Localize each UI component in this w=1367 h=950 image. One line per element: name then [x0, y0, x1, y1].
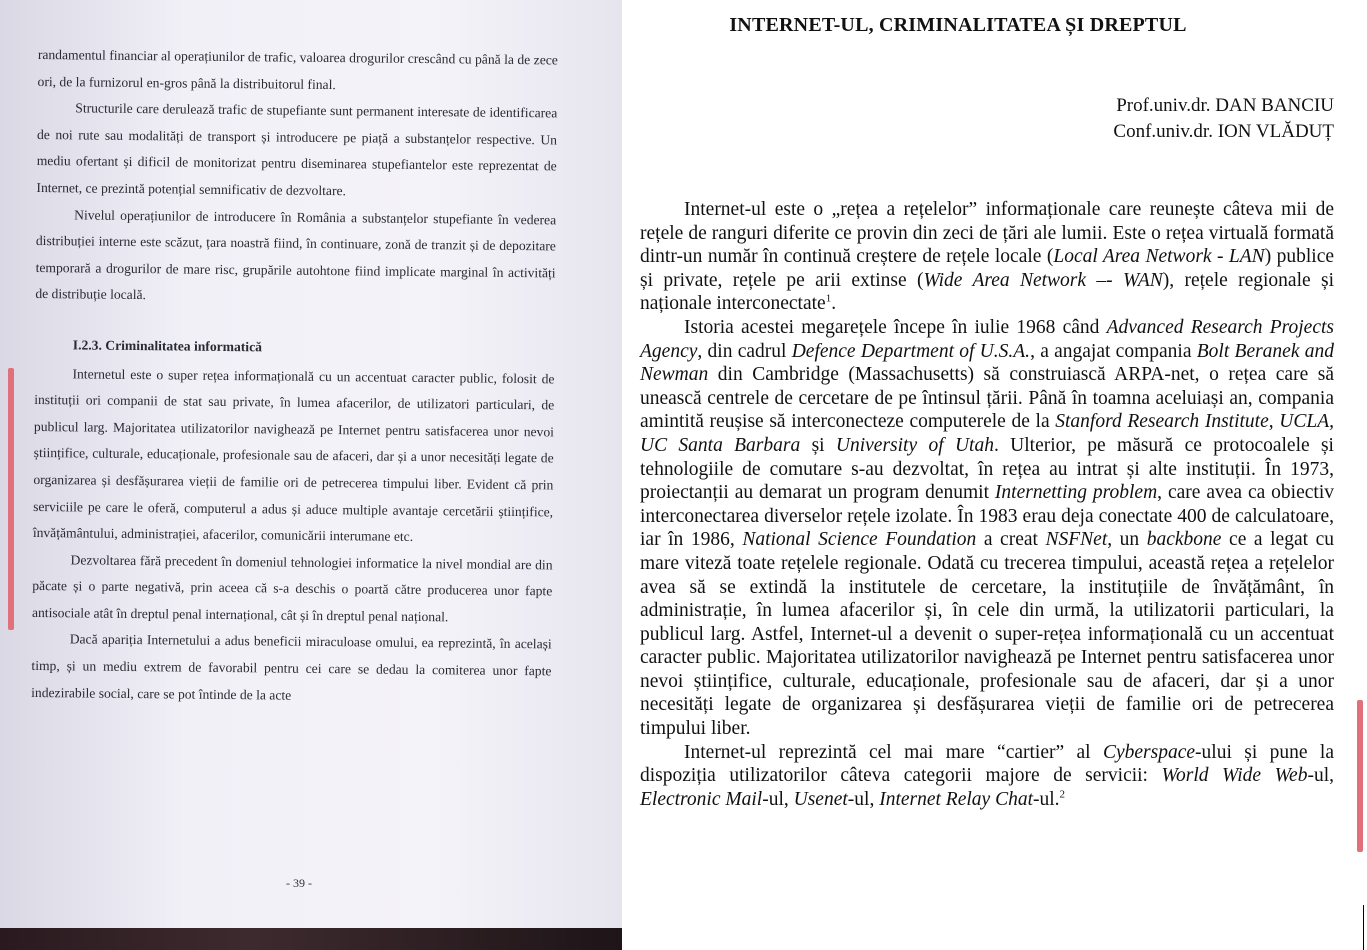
right-edge-line [1363, 905, 1364, 950]
footnote-ref: 1 [825, 292, 832, 305]
left-paragraph-2: Structurile care derulează trafic de stupefiante sunt permanent interesate de identificarea de noi rute sau modalități de transport și introducere pe piață a substanțelor respective. Un mediu ofertant și dificil de monitorizat pentru diseminarea stupefiantelor este reprezentat de Internet, ce prezintă potențial semnificativ de dezvoltare. [36, 100, 558, 199]
italic-term: World Wide Web [1161, 765, 1308, 787]
text-run: -ul, [762, 788, 794, 810]
text-run: -ului și pune la dispoziția utilizatorilor câteva categorii majore de servicii: [640, 741, 1334, 787]
text-run: ce a legat cu mare viteză toate rețelele regionale. Odată cu trecerea timpului, această rețea a rețelelor avea să se extindă la institutele de cercetare, la instituțiile de învățământ, în administrație, în lumea afacerilor și, în cele din urmă, la utilizatorii particulari, la publicul larg. Astfel, Internet-ul a devenit o super-rețea informațională cu un accentuat caracter public. Majoritatea utilizatorilor navighează pe Internet pentru satisfacerea unor nevoi științifice, culturale, educaționale, profesionale sau de afaceri, dar și a unor necesități legate de organizarea și desfășurarea vieții de familie ori de petrecerea timpului liber. [640, 529, 1335, 740]
italic-term: UCLA, UC Santa Barbara [640, 411, 1334, 456]
left-paragraph-4: Internetul este o super rețea informațională cu un accentuat caracter public, folosit de instituții ori companii de stat sau private, în lumea afacerilor, de utilizatori particulari, de publicul larg. Majoritatea utilizatorilor navighează pe Internet pentru satisfacerea unor nevoi științifice, culturale, educaționale, profesionale sau de afaceri, dar și a unor necesități legate de organizarea și desfășurarea vieții de familie ori de petrecerea timpului liber. Evident că prin serviciile pe care le oferă, computerul a adus și aduce multiple avantaje cercetării științifice, învățământului, administrației, afacerilor, comunicării interumane etc. [32, 365, 555, 545]
italic-term: NSFNet [1045, 529, 1108, 551]
italic-term: Cyberspace [1102, 741, 1196, 763]
italic-term: Bolt Beranek and Newman [640, 340, 1335, 386]
left-paragraph-1: randamentul financiar al operațiunilor de trafic, valoarea drogurilor crescând cu până la de zece ori, de la furnizorul en-gros până la distribuitorul final. [37, 46, 558, 92]
author-2: Conf.univ.dr. ION VLĂDUȚ [1113, 121, 1334, 142]
footnote-ref: 2 [1059, 788, 1066, 801]
right-page [628, 0, 1367, 950]
text-run: , [1268, 411, 1280, 433]
italic-term: Stanford Research Institute [1055, 411, 1269, 433]
italic-term: Defence Department of U.S.A. [791, 340, 1031, 362]
scan-bottom-edge [0, 928, 622, 950]
left-highlight-bar [8, 368, 14, 630]
text-run: ), rețele regionale și naționale interconectate [640, 269, 1334, 315]
text-run: , a angajat compania [1030, 340, 1197, 362]
italic-term: National Science Foundation [742, 529, 977, 551]
left-page-scan [0, 0, 622, 950]
left-paragraph-5: Dezvoltarea fără precedent în domeniul tehnologiei informatice la nivel mondial are din păcate și o parte negativă, prin aceea că s-a deschis o poartă către producerea unor fapte antisociale atât în dreptul penal internațional, cât și în dreptul penal național. [31, 552, 553, 625]
italic-term: Electronic Mail [640, 788, 763, 810]
text-run: , un [1107, 529, 1147, 551]
text-run: Internet-ul reprezintă cel mai mare “cartier” al [684, 741, 1103, 763]
text-run: , din cadrul [697, 340, 792, 362]
article-title: INTERNET-UL, CRIMINALITATEA ȘI DREPTUL [729, 14, 1187, 36]
italic-term: backbone [1146, 529, 1222, 551]
right-highlight-bar [1357, 700, 1363, 852]
text-run: a creat [976, 529, 1046, 551]
right-paragraph-2 [640, 316, 1334, 741]
left-page-text [31, 42, 558, 712]
italic-term: Internet Relay Chat [879, 788, 1033, 810]
left-paragraph-3: Nivelul operațiunilor de introducere în România a substanțelor stupefiante în vederea distribuției interne este scăzut, țara noastră fiind, în continuare, zonă de tranzit și de depozitare temporară a drogurilor de mare risc, grupările autohtone fiind implicate marginal în activități de distribuție locală. [35, 206, 557, 303]
text-run: și [800, 434, 836, 456]
right-paragraph-3 [640, 741, 1334, 812]
italic-term: Advanced Research Projects Agency [640, 316, 1335, 362]
text-run: -ul. [1033, 788, 1060, 810]
italic-term: Local Area Network - LAN [1053, 246, 1265, 268]
text-run: ) publice și private, rețele pe arii extinse ( [640, 246, 1335, 291]
text-run: . Ulterior, pe măsură ce protocoalele și tehnologiile de comutare s-au dezvoltat, în rețea au intrat și alte instituții. În 1973, proiectanții au demarat un program denumit [640, 434, 1334, 504]
authors-block [1113, 93, 1334, 145]
text-run: -ul, [1307, 765, 1334, 787]
text-run: Internet-ul este o „rețea a rețelelor” informaționale care reunește câteva mii de rețele de ranguri diferite ce provin din zeci de țări ale lumii. Este o rețea virtuală formată dintr-un număr în continuă creștere de rețele locale ( [640, 199, 1334, 268]
italic-term: Wide Area Network –- WAN [923, 269, 1163, 291]
right-paragraph-1 [640, 198, 1334, 316]
italic-term: Usenet [793, 788, 848, 810]
text-run: , care avea ca obiectiv interconectarea diverselor rețele izolate. În 1983 erau deja conectate 400 de calculatoare, iar în 1986, [640, 482, 1334, 551]
text-run: Istoria acestei megarețele începe în iulie 1968 când [684, 316, 1107, 338]
page-number: - 39 - [286, 876, 312, 890]
italic-term: University of Utah [835, 434, 994, 456]
text-run: -ul, [847, 788, 880, 810]
text-run: . [831, 293, 837, 315]
article-body [640, 198, 1334, 811]
section-heading: I.2.3. Criminalitatea informatică [72, 337, 263, 355]
left-paragraph-6: Dacă apariția Internetului a adus beneficii miraculoase omului, ea reprezintă, în același timp, și un mediu extrem de favorabil pentru cei care se dedau la comiterea unor fapte indezirabile social, care se pot întinde de la acte [31, 631, 552, 703]
author-1: Prof.univ.dr. DAN BANCIU [1116, 95, 1334, 116]
italic-term: Internetting problem [994, 482, 1158, 504]
text-run: din Cambridge (Massachusetts) să construiască ARPA-net, o rețea care să unească centrele de cercetare de pe întinsul țării. Până în toamna aceluiași an, compania amintită reușise să interconecteze computerele de la [640, 364, 1334, 433]
